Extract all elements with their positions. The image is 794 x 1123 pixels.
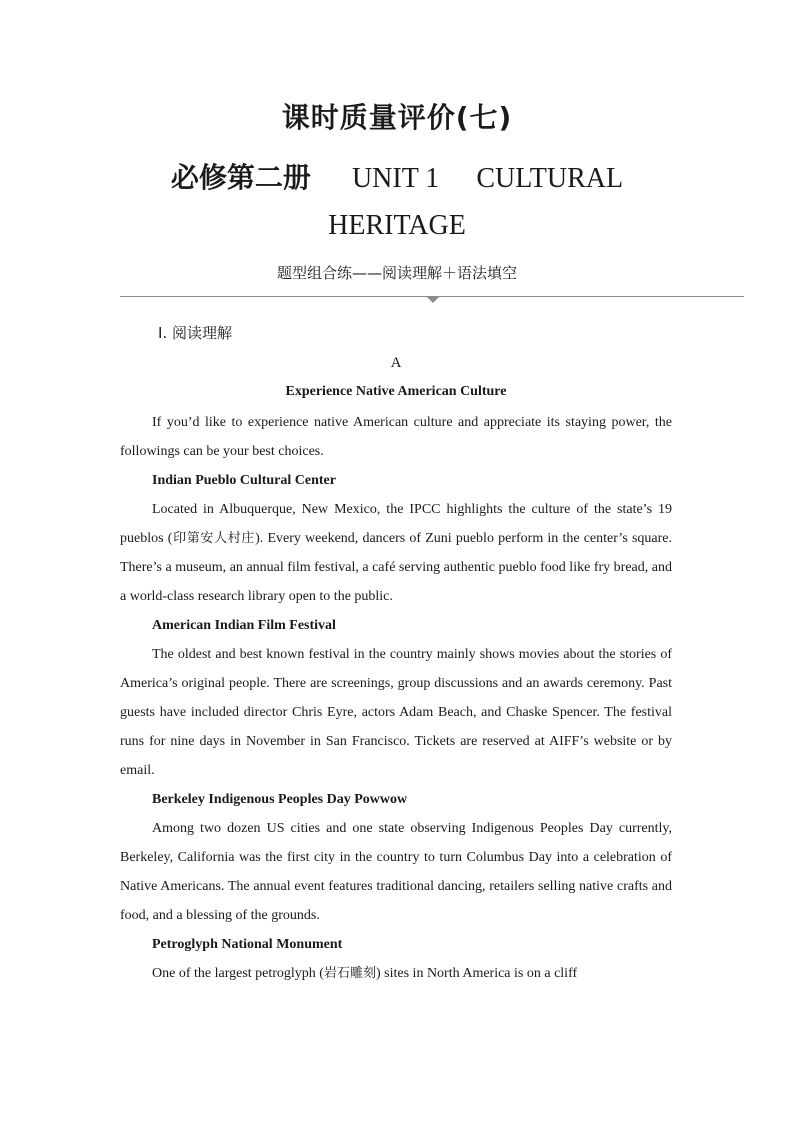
unit-name-part1: CULTURAL: [476, 163, 624, 194]
item-paragraph: Among two dozen US cities and one state observing Indigenous Peoples Day currently, Berkeley, California was the first city in the country to turn Columbus Day into a celebration of Native Americans. The annual event features traditional dancing, retailers selling native crafts and food, and a blessing of the grounds.: [120, 821, 672, 923]
item-heading: Indian Pueblo Cultural Center: [152, 473, 336, 488]
item-paragraph: One of the largest petroglyph (岩石雕刻) sites in North America is on a cliff: [152, 966, 578, 981]
item-paragraph: The oldest and best known festival in the country mainly shows movies about the stories of America’s original people. There are screenings, group discussions and an awards ceremony. Past guests have included director Chris Eyre, actors Adam Beach, and Chaske Spencer. The festival runs for nine days in November in San Francisco. Tickets are reserved at AIFF’s website or by email.: [120, 647, 672, 778]
divider-arrow-icon: [426, 296, 440, 303]
unit-name-part2: HERITAGE: [328, 210, 466, 241]
book-volume-label: 必修第二册: [170, 161, 311, 194]
exercise-subtitle: 题型组合练——阅读理解＋语法填空: [276, 264, 517, 282]
passage-title: Experience Native American Culture: [285, 384, 507, 399]
passage-letter: A: [390, 355, 402, 371]
section-heading: Ⅰ. 阅读理解: [158, 324, 232, 342]
reading-passage: [120, 350, 672, 988]
item-paragraph: Located in Albuquerque, New Mexico, the IPCC highlights the culture of the state’s 19 pueblos (印第安人村庄). Every weekend, dancers of Zuni pueblo perform in the center’s square. There’s a museum, an annual film festival, a café serving authentic pueblo food like fry bread, and a world-class research library open to the public.: [120, 502, 672, 604]
item-heading: American Indian Film Festival: [152, 618, 336, 633]
page-title: 课时质量评价(七): [281, 101, 513, 134]
passage-intro: If you’d like to experience native American culture and appreciate its staying power, the followings can be your best choices.: [120, 415, 672, 459]
unit-title-line: [0, 156, 794, 196]
item-heading: Berkeley Indigenous Peoples Day Powwow: [152, 792, 408, 807]
item-heading: Petroglyph National Monument: [152, 937, 343, 952]
unit-number: UNIT 1: [351, 163, 440, 194]
